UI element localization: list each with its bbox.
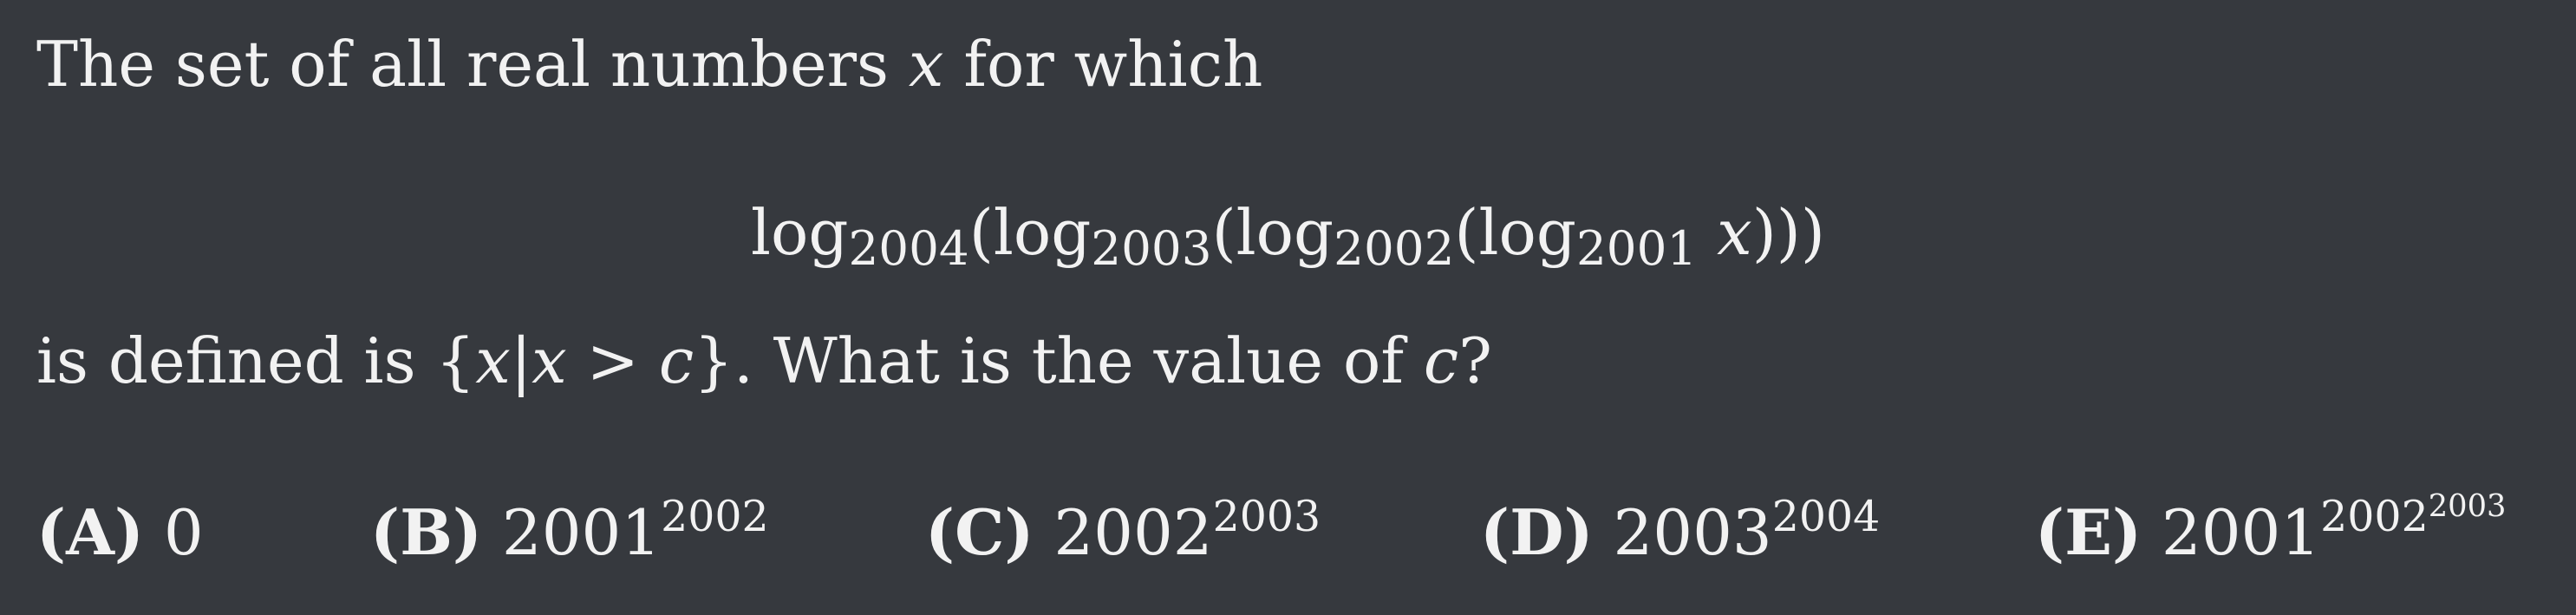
- answer-choices: [36, 488, 2568, 571]
- log-base-2002: 2002: [1334, 220, 1455, 277]
- choice-label: (E): [2035, 495, 2142, 569]
- choice-exponent: 2004: [1771, 492, 1881, 542]
- set-notation: {x|x > c}.: [435, 324, 753, 397]
- choice-label: (D): [1480, 495, 1594, 569]
- intro-variable: x: [908, 28, 944, 101]
- choice-a[interactable]: [36, 495, 204, 569]
- choice-label: (A): [36, 495, 144, 569]
- log-base-2003: 2003: [1091, 220, 1212, 277]
- choice-base: 2001: [501, 496, 662, 569]
- choice-d[interactable]: [1480, 492, 1881, 569]
- log-outer: log: [751, 196, 849, 269]
- formula-variable: x: [1717, 196, 1752, 269]
- log-base-2001: 2001: [1575, 220, 1698, 277]
- question-variable: c: [1423, 324, 1459, 397]
- problem-question: [36, 324, 1492, 397]
- log-second: log: [993, 196, 1092, 269]
- intro-tail: for which: [963, 28, 1263, 101]
- log-base-2004: 2004: [848, 220, 969, 277]
- log-formula: log2004(log2003(log2002(log2001 x))): [751, 196, 1825, 277]
- question-mark: ?: [1458, 324, 1492, 397]
- formula-closing: ))): [1751, 196, 1825, 269]
- choice-value: 0: [163, 496, 204, 569]
- problem-intro: [36, 28, 1263, 101]
- choice-label: (C): [925, 495, 1034, 569]
- choice-label: (B): [370, 495, 482, 569]
- choice-e[interactable]: [2035, 488, 2507, 569]
- choice-base: 2001: [2161, 496, 2321, 569]
- choice-base: 2003: [1613, 496, 1772, 569]
- choice-exponent: 2003: [1212, 492, 1321, 542]
- defined-prefix: is defined is: [36, 324, 416, 397]
- choice-exponent-2: 2003: [2428, 488, 2507, 525]
- intro-text: The set of all real numbers: [36, 28, 889, 101]
- log-inner: log: [1478, 196, 1576, 269]
- choice-b[interactable]: [370, 492, 769, 569]
- choice-exponent: 2002: [661, 492, 769, 542]
- question-text: What is the value of: [773, 324, 1405, 397]
- choice-base: 2002: [1053, 496, 1213, 569]
- choice-exponent: 20022003: [2320, 488, 2507, 542]
- choice-c[interactable]: [925, 492, 1321, 569]
- log-third: log: [1236, 196, 1334, 269]
